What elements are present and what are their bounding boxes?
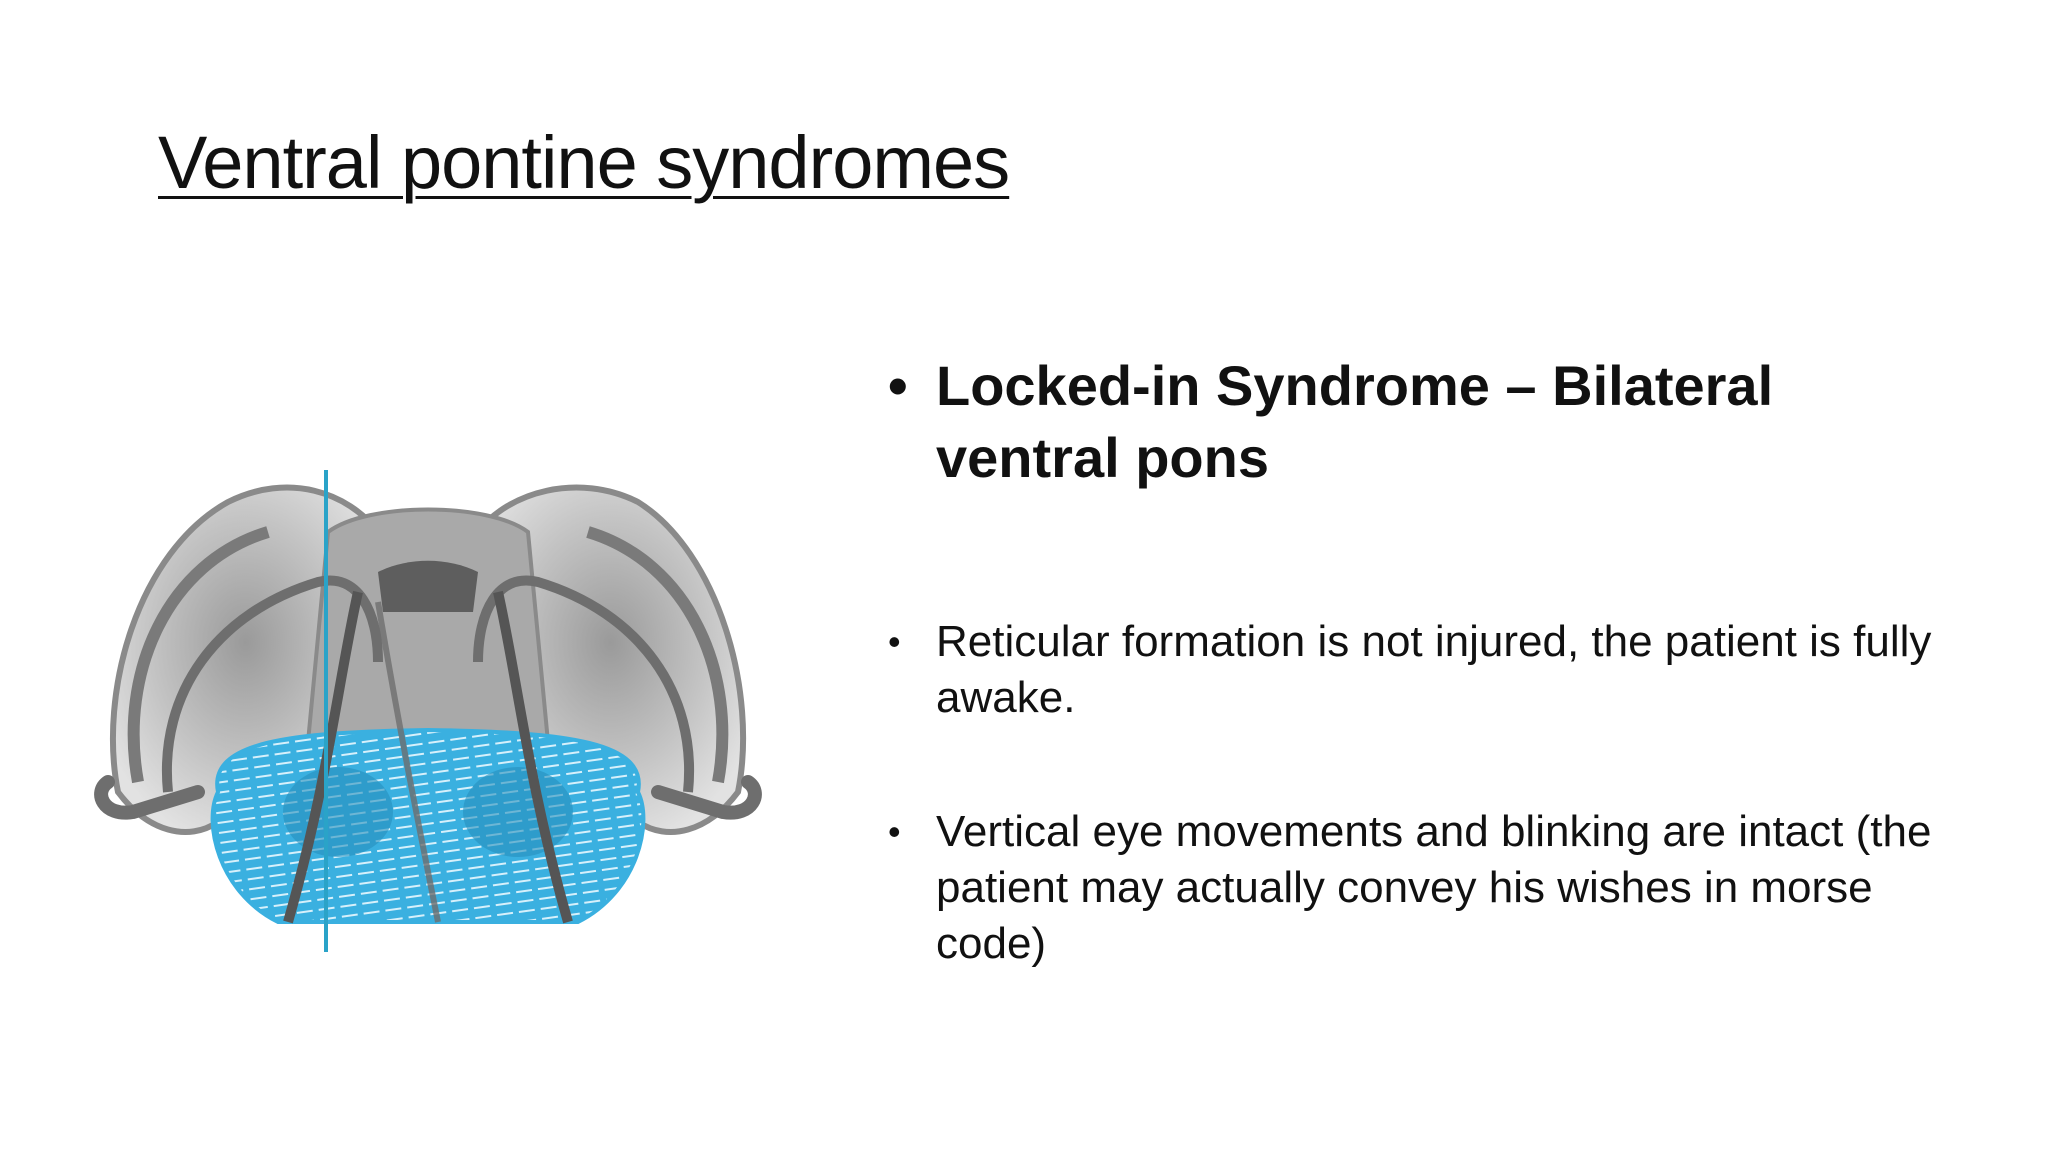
bullet-text: Locked-in Syndrome – Bilateral ventral pons bbox=[936, 354, 1774, 489]
slide-title: Ventral pontine syndromes bbox=[158, 121, 1010, 204]
lesion-ventral-pons bbox=[213, 730, 644, 922]
bullet-locked-in bbox=[888, 350, 1938, 494]
tegmentum bbox=[308, 510, 548, 743]
bullet-list bbox=[888, 350, 1938, 1050]
bullet-marker: • bbox=[888, 811, 901, 852]
pons-diagram bbox=[78, 462, 778, 972]
bullet-text: Reticular formation is not injured, the patient is fully awake. bbox=[936, 617, 1932, 722]
bullet-marker: • bbox=[888, 621, 901, 662]
pons-cross-section-figure bbox=[78, 462, 778, 972]
bullet-vertical-eye bbox=[888, 804, 1938, 972]
bullet-marker: • bbox=[888, 354, 908, 417]
bullet-text: Vertical eye movements and blinking are intact (the patient may actually convey his wishes in morse code) bbox=[936, 807, 1932, 968]
bullet-reticular bbox=[888, 614, 1938, 726]
